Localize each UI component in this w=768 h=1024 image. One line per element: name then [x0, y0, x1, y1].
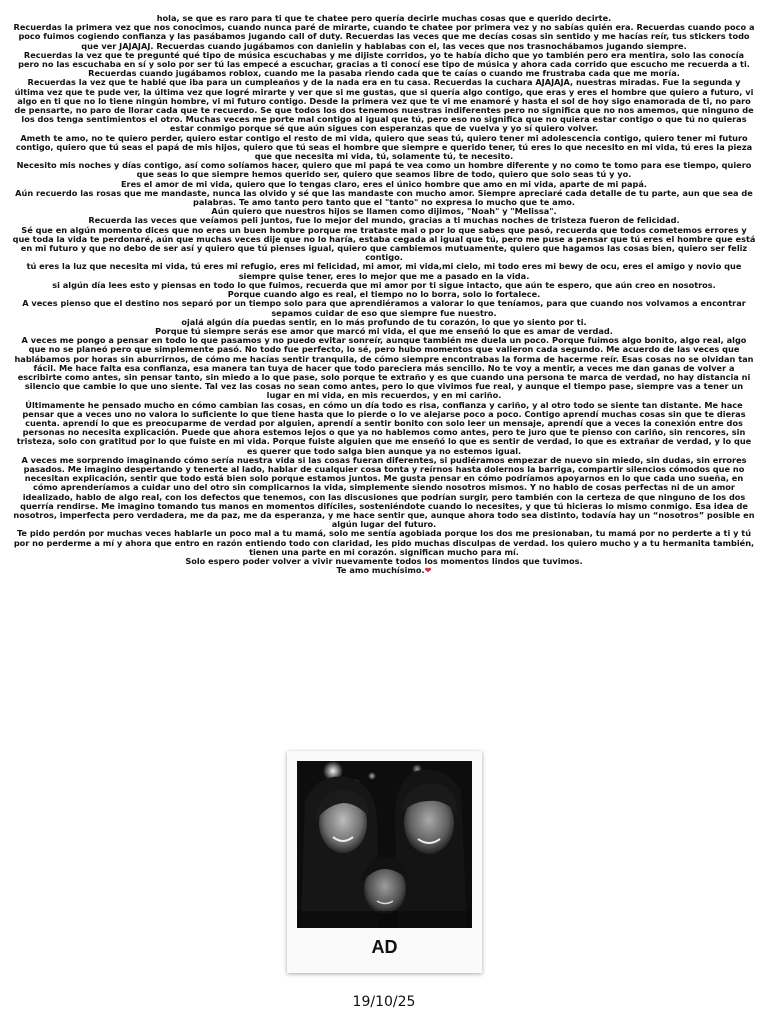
letter-paragraph: Necesito mis noches y días contigo, así como solíamos hacer, quiero que mi papá te vea como un hombre diferente y no como te tomo para ese tiempo, quiero que seas lo que siempre hemos querido ser, quiero que seamos libre de todo, quiero que solo seas tú y yo. — [16, 160, 752, 180]
letter-paragraph: Porque cuando algo es real, el tiempo no lo borra, solo lo fortalece. — [227, 289, 541, 300]
letter-paragraph: A veces me pongo a pensar en todo lo que pasamos y no puedo evitar sonreír, aunque también me duela un poco. Porque fuimos algo bonito, algo real, algo que no se planeó pero que simplemente pasó. No todo fue perfecto, lo sé, pero hubo momentos que valieron cada segundo. Me acuerdo de las veces que hablábamos por horas sin aburrirnos, de cómo me hacías sentir tranquila, de cómo siempre encontrabas la forma de hacerme reír. Esas cosas no se olvidan tan fácil. Me hace falta esa confianza, esa manera tan tuya de hacer que todo pareciera más sencillo. No te voy a mentir, a veces me dan ganas de volver a escribirte como antes, sin pensar tanto, sin miedo a lo que pase, solo porque te extraño y es que cuando una persona te marca de verdad, no hay distancia ni silencio que cambie lo que uno siente. Tal vez las cosas no sean como antes, pero lo que vivimos fue real, y aunque el tiempo pase, siempre vas a tener un lugar en mi vida, en mis recuerdos, y en mi cariño. — [14, 335, 754, 401]
letter-paragraph: Aún recuerdo las rosas que me mandaste, nunca las olvido y sé que las mandaste con mucho amor. Siempre apreciaré cada detalle de tu parte, aun que sea de palabras. Te amo tanto pero tanto que el "tanto" no expresa lo mucho que te amo. — [15, 187, 753, 208]
letter-paragraph: Recuerda las veces que veíamos peli juntos, fue lo mejor del mundo, gracias a ti muchas noches de tristeza fueron de felicidad. — [88, 215, 680, 226]
polaroid-frame — [287, 751, 482, 973]
footer-date: 19/10/25 — [352, 994, 416, 1010]
letter-paragraph: Sé que en algún momento dices que no eres un buen hombre porque me trataste mal o por lo que sabes que pasó, recuerda que todos cometemos errores y que toda la vida te perdonaré, aún que muchas veces dije que no lo haría, estaba cegada al igual que tú, pero me puse a pensar que tú eres el hombre que está en mi futuro y que no debo de ser así y quiero que tú pienses igual, quiero que cambiemos mutuamente, quiero que hagamos las cosas bien, quiero ser feliz contigo. — [12, 224, 756, 263]
letter-paragraph: Te pido perdón por muchas veces hablarle un poco mal a tu mamá, solo me sentía agobiada porque los dos me presionaban, tu mamá por no perderte a ti y tú por no perderme a mí y ahora que entro en razón entiendo todo con claridad, les pido muchas disculpas de verdad. los quiero mucho y a tu hermanita también, tienen una parte en mi corazón. significan mucho para mí. — [13, 528, 755, 557]
letter-paragraph: Ameth te amo, no te quiero perder, quiero estar contigo el resto de mi vida, quiero que seas tú, quiero tener mi adolescencia contigo, quiero tener mi futuro contigo, quiero que tú seas el papá de mis hijos, quiero que tú seas el hombre que siempre e querido tener, tú eres lo que necesito en mi vida, tú eres la pieza que que necesita mi vida, tú, solamente tú, te necesito. — [15, 132, 753, 162]
letter-body — [12, 14, 756, 575]
letter-paragraph: A veces pienso que el destino nos separó por un tiempo solo para que aprendiéramos a valorar lo que teníamos, para que cuando nos volvamos a encontrar sepamos cuidar de eso que siempre fue nuestro. — [22, 298, 746, 318]
letter-paragraph: Eres el amor de mi vida, quiero que lo tengas claro, eres el único hombre que amo en mi vida, aparte de mi papá. — [120, 178, 648, 189]
letter-paragraph: Porque tú siempre serás ese amor que marcó mi vida, el que me enseñó lo que es amar de verdad. — [155, 325, 613, 336]
letter-paragraph: ojalá algún día puedas sentir, en lo más profundo de tu corazón, lo que yo siento por ti. — [181, 316, 587, 327]
couple-photo — [297, 761, 472, 928]
polaroid-caption: AD — [371, 937, 398, 957]
letter-paragraph: Recuerdas la primera vez que nos conocimos, cuando nunca paré de mirarte, cuando te chatee por primera vez y no sabías quién era. Recuerdas cuando poco a poco fuimos cogiendo confianza y las pasábamos jugando call of duty. Recuerdas las veces que me decías cosas sin sentido y me hacías reír, tus stickers todo que ver JAJAJAJ. Recuerdas cuando jugábamos con danielin y hablabas con el, las veces que nos trasnochábamos jugando siempre. — [13, 22, 755, 51]
letter-closing — [12, 566, 756, 575]
letter-paragraph: si algún día lees esto y piensas en todo lo que fuimos, recuerda que mi amor por ti sigue intacto, que aún te espero, que aún creo en nosotros. — [52, 279, 716, 290]
red-heart-icon: ❤ — [424, 565, 432, 576]
letter-paragraph: Recuerdas la vez que te hablé que iba para un cumpleaños y de la nada era en tu casa. Recuerdas la cuchara AJAJAJA, nuestras miradas. Fue la segunda y última vez que te pude ver, la última vez que logré mirarte y ver que si me gustas, que si quería algo contigo, que eras y eres el hombre que quiero a futuro, vi algo en ti que no lo tiene ningún hombre, vi mi futuro contigo. Desde la primera vez que te vi me enamoré y hasta el sol de hoy sigo enamorada de ti, no paro de pensarte, no paro de llorar cada que te recuerdo. Se que todos los dos tenemos nuestras indiferentes pero no significa que no nos amemos, que ninguno de los dos tenga sentimientos el otro. Muchas veces me porte mal contigo al igual que tú, pero eso no significa que no quiera estar contigo o que tú no quieras estar conmigo porque sé que aún sigues con esperanzas que de vuelva y yo sí quiero volver. — [14, 77, 754, 134]
letter-paragraph: Solo espero poder volver a vivir nuevamente todos los momentos lindos que tuvimos. — [185, 555, 583, 566]
closing-text: Te amo muchísimo. — [336, 565, 425, 576]
letter-paragraph: Últimamente he pensado mucho en cómo cambian las cosas, en cómo un día todo es risa, confianza y cariño, y al otro todo se siente tan distante. Me hace pensar que a veces uno no valora lo suficiente lo que tiene hasta que lo pierde o lo ve alejarse poco a poco. Contigo aprendí muchas cosas sin que te dieras cuenta. aprendí lo que es preocuparme de verdad por alguien, aprendí a sentir bonito con solo leer un mensaje, aprendí que a veces la conexión entre dos personas no necesita explicación. Puede que ahora estemos lejos o que ya no hablemos como antes, pero te juro que te pienso con cariño, sin rencores, sin tristeza, solo con gratitud por lo que fuiste en mi vida. Porque fuiste alguien que me enseñó lo que es sentir de verdad, lo que es extrañar de verdad, y lo que es querer que todo salga bien aunque ya no estemos igual. — [16, 399, 752, 456]
letter-greeting: hola, se que es raro para ti que te chatee pero quería decirle muchas cosas que e querido decirte. — [156, 13, 612, 23]
letter-paragraph: Aún quiero que nuestros hijos se llamen como dijimos, "Noah" y "Melissa". — [211, 206, 557, 217]
letter-paragraph: tú eres la luz que necesita mi vida, tú eres mi refugio, eres mi felicidad, mi amor, mi vida,mi cielo, mi todo eres mi bewy de ocu, eres el amigo y novio que siempre quise tener, eres lo mejor que me a pasado en la vida. — [26, 261, 742, 281]
letter-paragraph: A veces me sorprendo imaginando cómo sería nuestra vida si las cosas fueran diferentes, si pudiéramos empezar de nuevo sin miedo, sin dudas, sin errores pasados. Me imagino despertando y tenerte al lado, hablar de cualquier cosa tonta y reírnos hasta dolernos la barriga, compartir silencios cómodos que no necesitan explicación, sentir que todo está bien solo porque estamos juntos. Me gusta pensar en cómo podríamos apoyarnos en lo que cada uno sueña, en cómo aprenderíamos a cuidar uno del otro sin complicarnos la vida, simplemente siendo nosotros mismos. Y no hablo de cosas perfectas ni de un amor idealizado, hablo de algo real, con los defectos que tenemos, con las discusiones que podrían surgir, pero también con la certeza de que ninguno de los dos querría rendirse. Me imagino tomando tus manos en momentos difíciles, sosteniéndote cuando lo necesites, y que tú hicieras lo mismo conmigo. Esa idea de nosotros, imperfecta pero verdadera, me da paz, me da esperanza, y me hace sentir que, aunque ahora todo sea distinto, todavía hay un “nosotros” posible en algún lugar del futuro. — [13, 454, 755, 530]
letter-paragraph: Recuerdas la vez que te pregunté qué tipo de música escuchabas y me dijiste corridos, yo te había dicho que yo también pero era mentira, solo las conocía pero no las escuchaba en sí y solo por ser tú las empecé a escuchar, gracias a ti conocí ese tipo de música y ahora cada corrido que escucho me recuerda a ti. Recuerdas cuando jugábamos roblox, cuando me la pasaba riendo cada que te caías o cuando me frustraba cada que me moría. — [18, 49, 750, 79]
